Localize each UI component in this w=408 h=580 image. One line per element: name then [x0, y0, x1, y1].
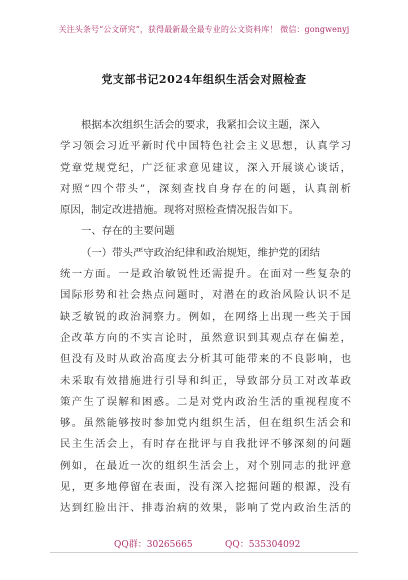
paragraph-line: 国际形势和社会热点问题时，对潜在的政治风险认识不足: [60, 289, 351, 302]
paragraph-line: 未采取有效措施进行引导和纠正，导致部分员工对改革政: [60, 374, 351, 387]
paragraph-line: （一）带头严守政治纪律和政治规矩，维护党的团结: [81, 246, 320, 259]
footer-qq-number: QQ：535304092: [225, 540, 301, 550]
document-title: 党支部书记2024年组织生活会对照检查: [101, 73, 307, 86]
paragraph-line: 对照“四个带头”，深刻查找自身存在的问题，认真剖析: [60, 182, 351, 195]
document-body: [60, 115, 351, 520]
paragraph-line: 企改革方向的不实言论时，虽然意识到其观点存在偏差，: [60, 331, 351, 344]
paragraph-line: 达到红脸出汗、排毒治病的效果，影响了党内政治生活的: [60, 502, 351, 515]
paragraph-line: 例如，在最近一次的组织生活会上，对个别同志的批评意: [60, 459, 351, 472]
paragraph-line: 民主生活会上，有时存在批评与自我批评不够深刻的问题: [60, 438, 351, 451]
paragraph-line: 够。虽然能够按时参加党内组织生活，但在组织生活会和: [60, 417, 351, 430]
footer-contact: [0, 537, 408, 551]
paragraph-line: 统一方面。一是政治敏锐性还需提升。在面对一些复杂的: [60, 268, 351, 281]
footer-divider: [50, 552, 358, 553]
paragraph-line: 学习领会习近平新时代中国特色社会主义思想，认真学习: [60, 140, 351, 153]
paragraph-line: 见，更多地停留在表面，没有深入挖掘问题的根源，没有: [60, 481, 351, 494]
paragraph-line: 但没有及时从政治高度去分析其可能带来的不良影响，也: [60, 353, 351, 366]
paragraph-line: 缺乏敏锐的政治洞察力。例如，在网络上出现一些关于国: [60, 310, 351, 323]
paragraph-line: 策产生了误解和困惑。二是对党内政治生活的重视程度不: [60, 395, 351, 408]
header-banner: 关注头条号“公文研究”，获得最新最全最专业的公文资料库！ 微信：gongwenyj: [58, 25, 350, 34]
footer-qq-group: QQ群：30265665: [114, 540, 193, 550]
paragraph-line: 党章党规党纪，广泛征求意见建议，深入开展谈心谈话，: [60, 161, 351, 174]
paragraph-line: 原因，制定改进措施。现将对照检查情况报告如下。: [60, 204, 299, 217]
section-heading: 一、存在的主要问题: [81, 225, 175, 238]
paragraph-line: 根据本次组织生活会的要求，我紧扣会议主题，深入: [81, 119, 320, 131]
